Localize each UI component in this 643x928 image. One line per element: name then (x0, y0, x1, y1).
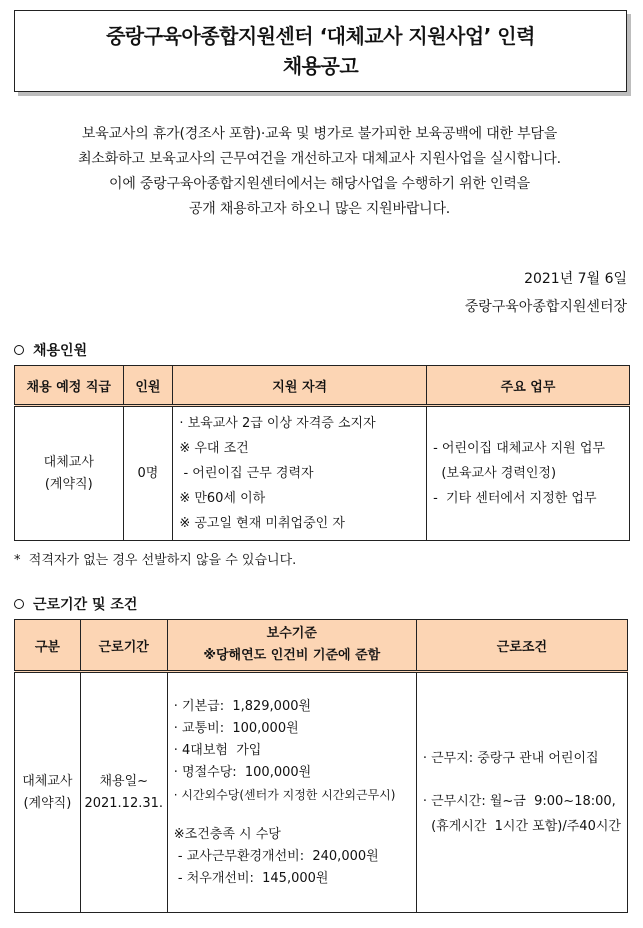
list-item: - 기타 센터에서 지정한 업무 (433, 491, 597, 506)
circle-bullet-icon (14, 345, 24, 355)
list-item: · 4대보험 가입 (173, 742, 262, 758)
list-item: · 보육교사 2급 이상 자격증 소지자 (179, 416, 376, 431)
header-conditions: 근로조건 (416, 620, 627, 672)
section-title: 채용인원 (33, 343, 88, 359)
list-item: ※ 공고일 현재 미취업중인 자 (179, 516, 345, 531)
list-item: · 기본급: 1,829,000원 (173, 698, 312, 714)
conditions-cell (416, 672, 627, 913)
header-qualifications: 지원 자격 (173, 366, 427, 406)
category-cell (15, 672, 81, 913)
list-item: (보육교사 경력인정) (433, 466, 557, 481)
table-row (15, 672, 628, 913)
header-position: 채용 예정 직급 (15, 366, 124, 406)
position-cell (15, 406, 124, 541)
header-count: 인원 (123, 366, 173, 406)
header-period: 근로기간 (80, 620, 167, 672)
list-item: · 명절수당: 100,000원 (173, 764, 312, 780)
category-title: 대체교사 (22, 773, 73, 789)
conditions-table (14, 619, 628, 913)
intro-line: 보육교사의 휴가(경조사 포함)·교육 및 병가로 불가피한 보육공백에 대한 부담을 (81, 126, 558, 142)
signer: 중랑구육아종합지원센터장 (464, 299, 627, 315)
spacer (423, 771, 621, 789)
list-item: · 근무시간: 월~금 9:00~18:00, (422, 794, 616, 809)
category-type: (계약직) (23, 795, 72, 811)
qualifications-cell (173, 406, 427, 541)
table-header-row (15, 620, 628, 672)
period-start: 채용일~ (99, 773, 149, 789)
announcement-date: 2021년 7월 6일 (524, 271, 627, 287)
position-title: 대체교사 (43, 454, 94, 470)
list-item: - 어린이집 근무 경력자 (179, 466, 314, 481)
header-pay-title: 보수기준 (266, 626, 317, 641)
list-item: ※조건충족 시 수당 (173, 826, 281, 842)
list-item: - 교사근무환경개선비: 240,000원 (173, 848, 379, 864)
list-item: (휴게시간 1시간 포함)/주40시간 (422, 819, 621, 834)
recruitment-table (14, 365, 630, 541)
list-item: · 근무지: 중랑구 관내 어린이집 (422, 751, 599, 766)
section-recruitment-heading (14, 340, 87, 360)
period-cell (80, 672, 167, 913)
selection-note: * 적격자가 없는 경우 선발하지 않을 수 있습니다. (14, 553, 297, 568)
duties-cell (427, 406, 630, 541)
title-line-2: 채용공고 (282, 54, 359, 78)
spacer (174, 806, 410, 824)
period-end: 2021.12.31. (84, 795, 164, 811)
table-row (15, 406, 630, 541)
list-item: - 처우개선비: 145,000원 (173, 870, 329, 886)
position-type: (계약직) (44, 476, 93, 492)
intro-paragraph (14, 122, 625, 222)
circle-bullet-icon (14, 599, 24, 609)
pay-cell (167, 672, 416, 913)
intro-line: 이에 중랑구육아종합지원센터에서는 해당사업을 수행하기 위한 인력을 (109, 176, 530, 192)
intro-line: 최소화하고 보육교사의 근무여건을 개선하고자 대체교사 지원사업을 실시합니다. (78, 151, 561, 167)
header-pay-note: ※당해연도 인건비 기준에 준함 (203, 648, 381, 663)
section-conditions-heading (14, 594, 137, 614)
section-title: 근로기간 및 조건 (33, 597, 138, 613)
title-box (14, 10, 627, 92)
header-category: 구분 (15, 620, 81, 672)
list-item: - 어린이집 대체교사 지원 업무 (433, 441, 605, 456)
list-item: · 시간외수당(센터가 지정한 시간외근무시) (173, 787, 396, 802)
title-line-1: 중랑구육아종합지원센터 ‘대체교사 지원사업’ 인력 (106, 24, 535, 48)
header-duties: 주요 업무 (427, 366, 630, 406)
header-pay (167, 620, 416, 672)
intro-line: 공개 채용하고자 하오니 많은 지원바랍니다. (188, 201, 451, 217)
list-item: ※ 만60세 이하 (179, 491, 266, 506)
list-item: ※ 우대 조건 (179, 441, 249, 456)
count-cell: 0명 (123, 406, 173, 541)
table-header-row (15, 366, 630, 406)
list-item: · 교통비: 100,000원 (173, 720, 299, 736)
